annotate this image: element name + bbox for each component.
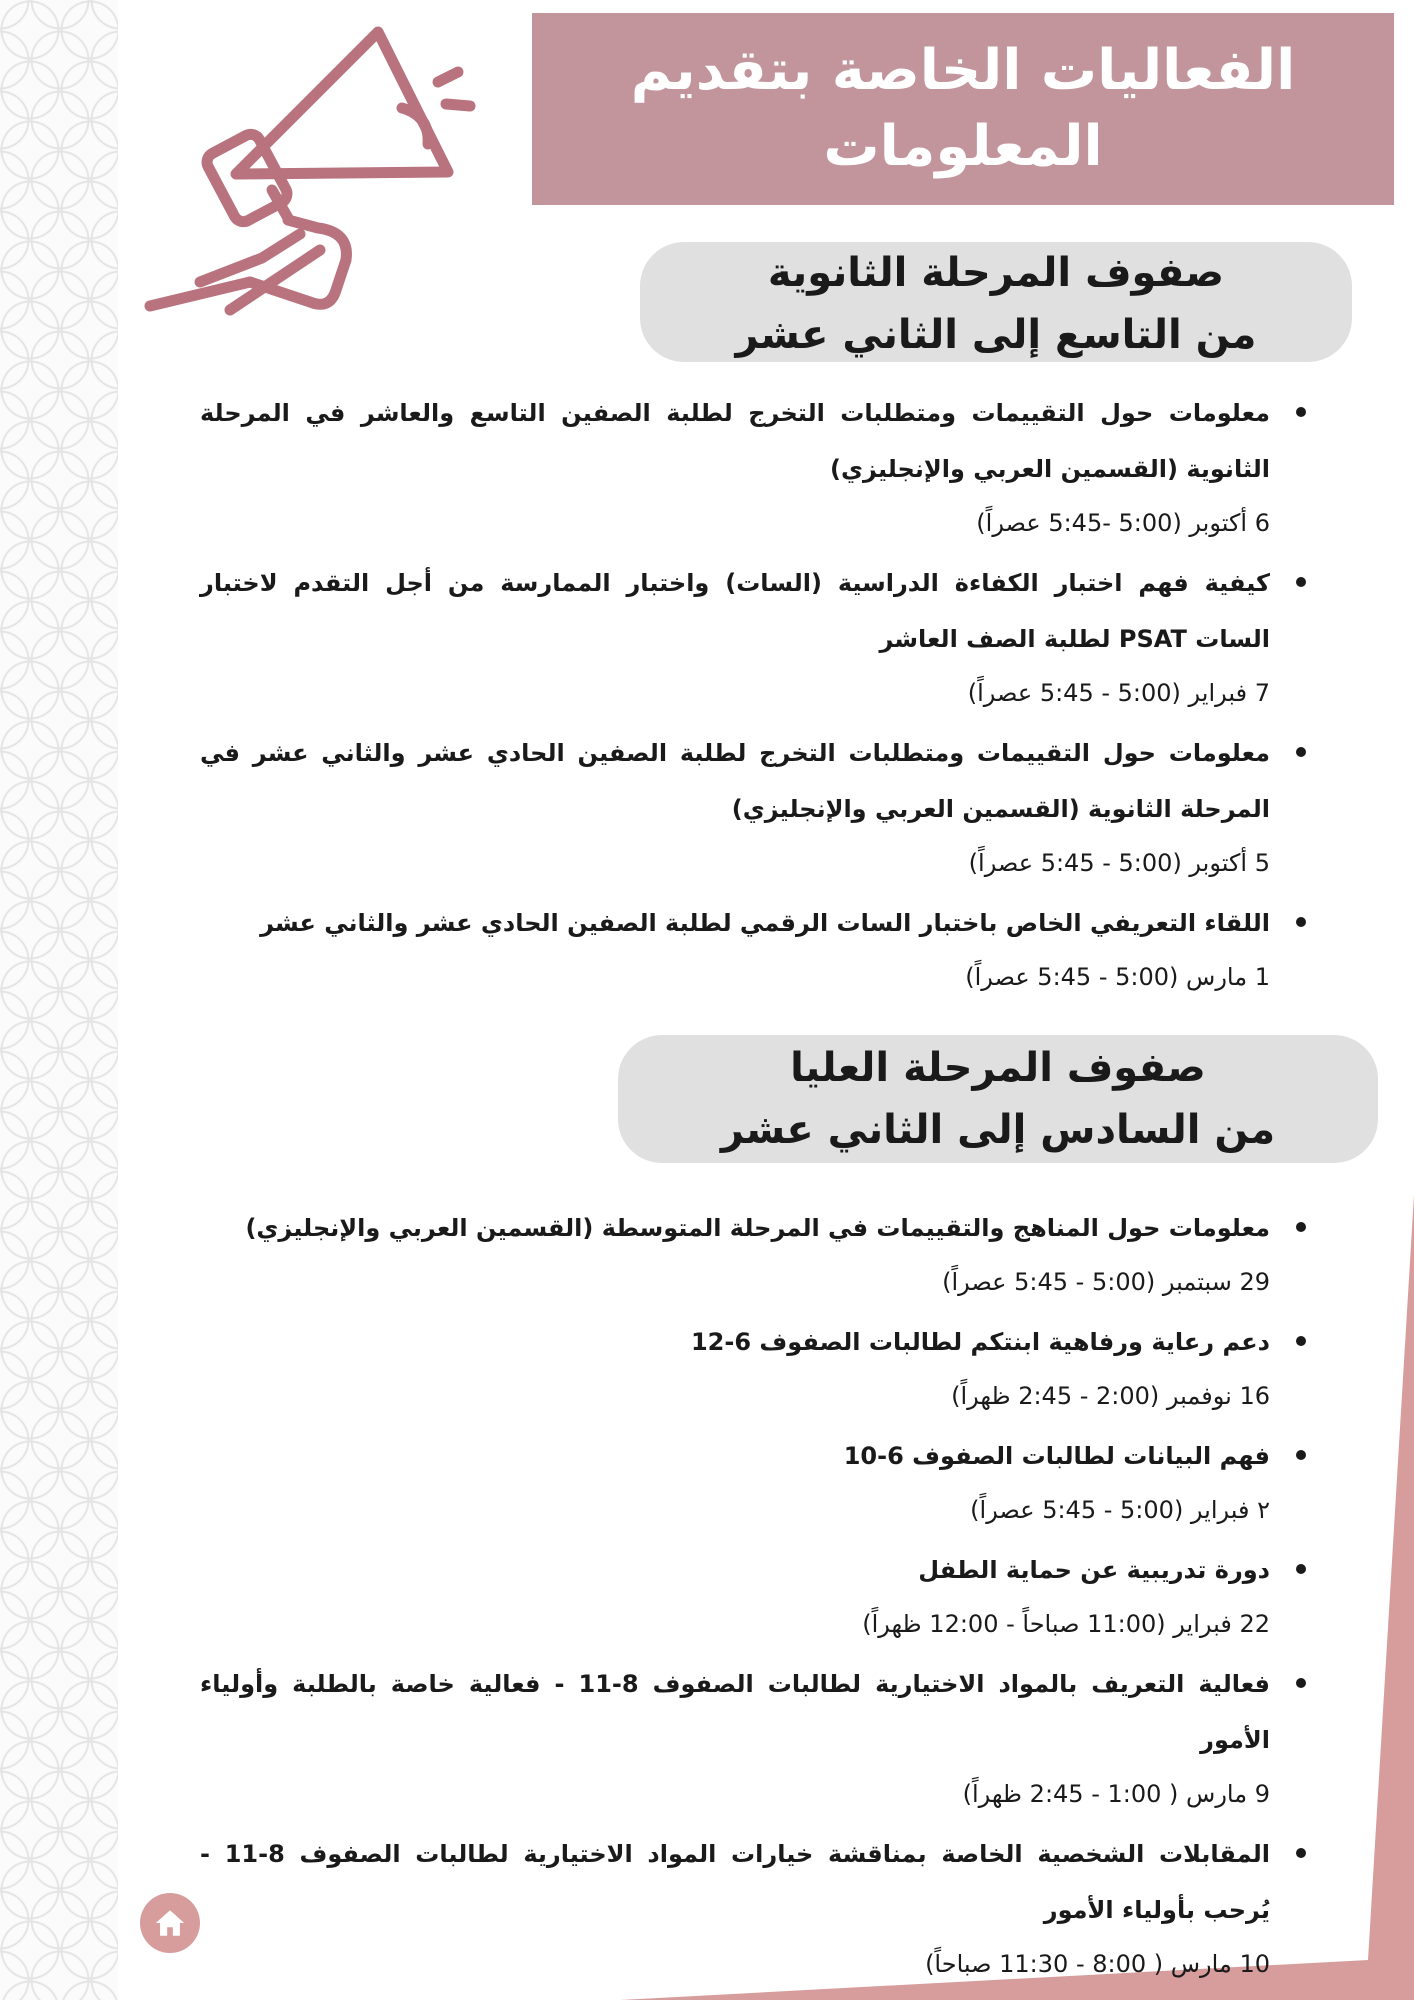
bullet: [1296, 407, 1306, 417]
section-header-secondary: [640, 242, 1352, 362]
event-date: 7 فبراير (5:00 - 5:45 عصراً): [967, 679, 1270, 707]
event-item: [200, 385, 1312, 549]
section-heading-line: من السادس إلى الثاني عشر: [720, 1107, 1276, 1153]
event-item: [200, 1200, 1312, 1308]
event-date: 9 مارس ( 1:00 - 2:45 ظهراً): [962, 1780, 1270, 1808]
bullet: [1296, 917, 1306, 927]
event-item: [200, 1314, 1312, 1422]
event-title: المقابلات الشخصية الخاصة بمناقشة خيارات المواد الاختيارية لطالبات الصفوف 8-11 - يُرحب بأولياء الأمور: [200, 1840, 1270, 1924]
home-icon: [153, 1906, 187, 1940]
event-date: 29 سبتمبر (5:00 - 5:45 عصراً): [942, 1268, 1270, 1296]
bullet: [1296, 1336, 1306, 1346]
event-date: ٢ فبراير (5:00 - 5:45 عصراً): [970, 1496, 1270, 1524]
event-date: 10 مارس ( 8:00 - 11:30 صباحاً): [925, 1950, 1270, 1978]
events-list-secondary: [200, 385, 1312, 1009]
event-item: [200, 1542, 1312, 1650]
event-title: دورة تدريبية عن حماية الطفل: [918, 1556, 1270, 1584]
section-heading-line: صفوف المرحلة الثانوية: [767, 250, 1225, 296]
event-title: كيفية فهم اختبار الكفاءة الدراسية (السات) واختبار الممارسة من أجل التقدم لاختبار السات PSAT لطلبة الصف العاشر: [200, 569, 1270, 653]
event-title: فهم البيانات لطالبات الصفوف 6-10: [843, 1442, 1270, 1470]
section-header-upper: [618, 1035, 1378, 1163]
event-date: 5 أكتوبر (5:00 - 5:45 عصراً): [968, 849, 1270, 877]
event-date: 16 نوفمبر (2:00 - 2:45 ظهراً): [951, 1382, 1270, 1410]
event-item: [200, 895, 1312, 1003]
event-title: معلومات حول التقييمات ومتطلبات التخرج لطلبة الصفين الحادي عشر والثاني عشر في المرحلة الثانوية (القسمين العربي والإنجليزي): [200, 739, 1270, 823]
bullet: [1296, 1678, 1306, 1688]
bullet: [1296, 577, 1306, 587]
event-date: 22 فبراير (11:00 صباحاً - 12:00 ظهراً): [862, 1610, 1270, 1638]
event-item: [200, 1826, 1312, 1990]
event-date: 1 مارس (5:00 - 5:45 عصراً): [965, 963, 1270, 991]
event-item: [200, 725, 1312, 889]
bullet: [1296, 747, 1306, 757]
event-title: معلومات حول المناهج والتقييمات في المرحلة المتوسطة (القسمين العربي والإنجليزي): [245, 1214, 1270, 1242]
event-item: [200, 1428, 1312, 1536]
event-title: دعم رعاية ورفاهية ابنتكم لطالبات الصفوف 6-12: [690, 1328, 1270, 1356]
event-item: [200, 555, 1312, 719]
title-line: الفعاليات الخاصة بتقديم: [630, 38, 1296, 103]
bullet: [1296, 1848, 1306, 1858]
event-date: 6 أكتوبر (5:00 -5:45 عصراً): [976, 509, 1270, 537]
home-button[interactable]: [140, 1893, 200, 1953]
event-title: فعالية التعريف بالمواد الاختيارية لطالبات الصفوف 8-11 - فعالية خاصة بالطلبة وأولياء الأمور: [200, 1670, 1270, 1754]
event-title: معلومات حول التقييمات ومتطلبات التخرج لطلبة الصفين التاسع والعاشر في المرحلة الثانوية (القسمين العربي والإنجليزي): [200, 399, 1270, 483]
section-heading-line: من التاسع إلى الثاني عشر: [735, 312, 1257, 358]
event-item: [200, 1656, 1312, 1820]
events-list-upper: [200, 1200, 1312, 1996]
page-title: [532, 13, 1394, 205]
bullet: [1296, 1564, 1306, 1574]
bullet: [1296, 1450, 1306, 1460]
title-line: المعلومات: [823, 114, 1103, 179]
megaphone-icon: [140, 20, 480, 360]
event-title: اللقاء التعريفي الخاص باختبار السات الرقمي لطلبة الصفين الحادي عشر والثاني عشر: [260, 909, 1270, 937]
section-heading-line: صفوف المرحلة العليا: [790, 1045, 1206, 1091]
bullet: [1296, 1222, 1306, 1232]
